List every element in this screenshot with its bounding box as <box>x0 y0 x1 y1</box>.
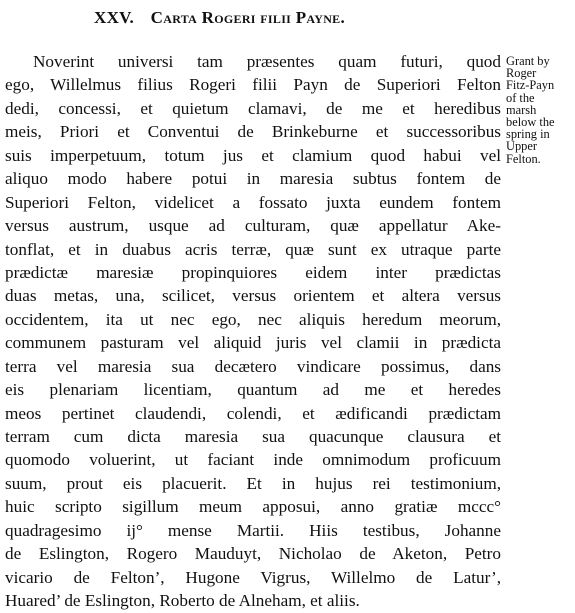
text-line: meis, Priori et Conventui de Brinkeburne et successoribus <box>5 122 501 142</box>
margin-note <box>506 55 574 165</box>
margin-note-line: of the <box>506 90 535 105</box>
margin-note-line: below the <box>506 115 555 130</box>
text-line: ego, Willelmus filius Rogeri filii Payn de Superiori Felton <box>5 75 501 95</box>
text-line: prædictæ maresiæ propinquiores eidem inter prædictas <box>5 262 501 282</box>
text-line: Huared’ de Eslington, Roberto de Alneham, et aliis. <box>5 591 360 611</box>
text-line: Noverint universi tam præsentes quam futuri, quod <box>33 52 501 71</box>
margin-note-line: Felton. <box>506 151 541 166</box>
text-line: tonflat, et in duabus acris terræ, quæ sunt ex utraque parte <box>5 239 501 259</box>
margin-note-line: spring in <box>506 127 550 142</box>
text-line: suum, prout eis placuerit. Et in hujus rei testimonium, <box>5 473 501 493</box>
text-line: occidentem, ita ut nec ego, nec aliquis heredum meorum, <box>5 309 501 329</box>
text-line: meos pertinet claudendi, colendi, et ædificandi prædictam <box>5 403 501 423</box>
text-line: quomodo voluerint, ut faciant inde omnimodum proficuum <box>5 450 501 470</box>
charter-text <box>5 50 501 613</box>
text-line: aliquo modo habere potui in maresia subtus fontem de <box>5 169 501 189</box>
margin-note-line: Fitz-Payn <box>506 78 555 93</box>
text-line: terram cum dicta maresia sua quacunque clausura et <box>5 427 501 446</box>
margin-note-line: Roger <box>506 66 537 81</box>
margin-note-line: Upper <box>506 139 537 154</box>
charter-number: XXV. <box>94 8 135 27</box>
text-line: versus austrum, usque ad culturam, quæ appellatur Ake- <box>5 216 501 236</box>
text-line: huic scripto sigillum meum apposui, anno gratiæ mccc° <box>5 497 501 517</box>
margin-note-line: marsh <box>506 102 537 117</box>
text-line: terra vel maresia sua decætero vindicare possimus, dans <box>5 356 501 376</box>
charter-title: Carta Rogeri filii Payne. <box>150 8 346 27</box>
text-line: quadragesimo ij° mense Martii. Hiis testibus, Johanne <box>5 520 501 540</box>
text-line: Superiori Felton, videlicet a fossato juxta eundem fontem <box>5 192 501 212</box>
text-line: vicario de Felton’, Hugone Vigrus, Willelmo de Latur’, <box>5 567 501 587</box>
text-line: dedi, concessi, et quietum clamavi, de me et heredibus <box>5 98 501 118</box>
text-line: communem pasturam vel aliquid juris vel clamii in prædicta <box>5 333 501 353</box>
text-line: duas metas, una, scilicet, versus orientem et altera versus <box>5 286 501 306</box>
text-line: suis imperpetuum, totum jus et clamium quod habui vel <box>5 145 501 165</box>
margin-note-line: Grant by <box>506 54 550 68</box>
charter-heading <box>94 8 345 28</box>
text-line: de Eslington, Rogero Mauduyt, Nicholao de Aketon, Petro <box>5 544 501 564</box>
text-line: eis plenariam licentiam, quantum ad me et heredes <box>5 380 501 400</box>
